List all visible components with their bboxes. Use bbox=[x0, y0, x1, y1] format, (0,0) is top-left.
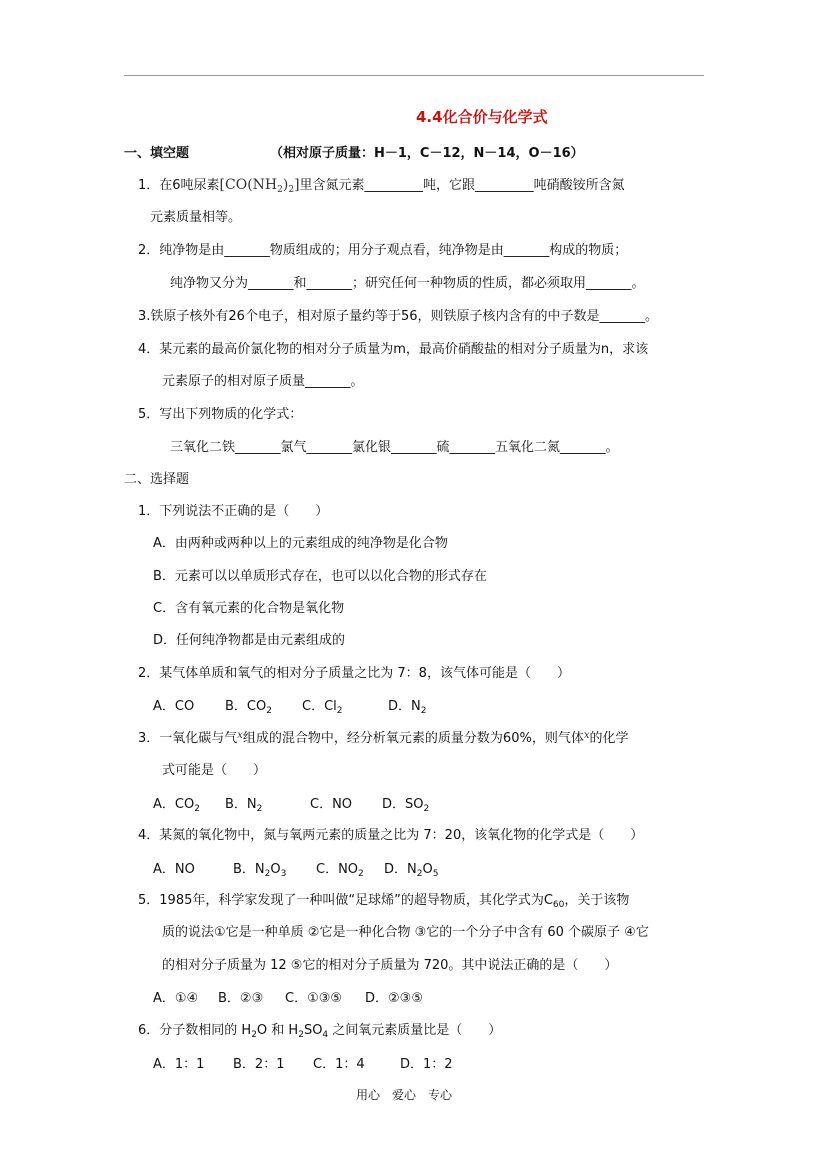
page-title: 4.4化合价与化学式 bbox=[416, 108, 548, 126]
q3: 3.铁原子核外有26个电子，相对原子量约等于56，则铁原子核内含有的中子数是_______。 bbox=[138, 309, 658, 324]
mc5-line3: 的相对分子质量为 12 ⑤它的相对分子质量为 720。其中说法正确的是（ ） bbox=[162, 958, 618, 973]
mc2-option-a: A．CO bbox=[153, 699, 195, 714]
header-rule bbox=[124, 75, 704, 76]
q2-line1: 2．纯净物是由_______物质组成的；用分子观点看，纯净物是由_______构成的物质； bbox=[138, 243, 628, 258]
mc4-stem: 4．某氮的氧化物中，氮与氧两元素的质量之比为 7：20，该氧化物的化学式是（ ） bbox=[138, 828, 644, 843]
q5-line2: 三氧化二铁_______氯气_______氯化银_______硫_______五氧化二氮_______。 bbox=[170, 440, 619, 455]
mc3-stem-line2: 式可能是（ ） bbox=[162, 763, 267, 778]
mc4-option-d: D．$N_2O_5$ bbox=[384, 862, 439, 879]
q1-line1: 1．在6吨尿素$[CO(NH_2)_2]$里含氮元素_________吨，它跟_________吨硝酸铵所含氮 bbox=[138, 177, 625, 195]
mc5-line2: 质的说法①它是一种单质 ②它是一种化合物 ③它的一个分子中含有 60 个碳原子 ④它 bbox=[162, 925, 649, 940]
mc4-option-b: B．$N_2O_3$ bbox=[233, 862, 287, 879]
mc6-option-c: C．1：4 bbox=[313, 1057, 365, 1072]
mc5-option-a: A．①④ bbox=[153, 991, 199, 1006]
mc1-option-d: D．任何纯净物都是由元素组成的 bbox=[153, 633, 346, 648]
mc1-option-c: C．含有氧元素的化合物是氧化物 bbox=[153, 601, 345, 616]
mc4-option-c: C．$NO_2$ bbox=[316, 862, 364, 879]
q4-line2: 元素原子的相对原子质量_______。 bbox=[162, 374, 364, 389]
mc3-option-a: A．$CO_2$ bbox=[153, 797, 200, 814]
mc2-option-b: B．$CO_2$ bbox=[225, 699, 272, 716]
q2-line2: 纯净物又分为_______和_______；研究任何一种物质的性质，都必须取用_______。 bbox=[170, 276, 645, 291]
mc5-line1: 5．1985年，科学家发现了一种叫做“足球烯”的超导物质，其化学式为$C_{60}$，关于该物 bbox=[138, 893, 630, 910]
q1-line2: 元素质量相等。 bbox=[150, 210, 242, 225]
mc6-option-b: B．2：1 bbox=[233, 1057, 285, 1072]
mc5-option-d: D．②③⑤ bbox=[365, 991, 423, 1006]
mc6-stem: 6．分子数相同的 $H_2O$ 和 $H_2SO_4$ 之间氧元素质量比是（ ） bbox=[138, 1023, 502, 1040]
mc5-option-b: B．②③ bbox=[218, 991, 264, 1006]
section1-heading: 一、填空题 bbox=[124, 146, 190, 161]
mc6-option-a: A．1：1 bbox=[153, 1057, 205, 1072]
mc5-option-c: C．①③⑤ bbox=[285, 991, 343, 1006]
q4-line1: 4．某元素的最高价氯化物的相对分子质量为m，最高价硝酸盐的相对分子质量为n，求该 bbox=[138, 342, 649, 357]
variable-x: x bbox=[583, 730, 590, 741]
mc1-option-b: B．元素可以以单质形式存在，也可以以化合物的形式存在 bbox=[153, 569, 487, 584]
mc1-option-a: A．由两种或两种以上的元素组成的纯净物是化合物 bbox=[153, 536, 448, 551]
mc2-stem: 2．某气体单质和氧气的相对分子质量之比为 7：8，该气体可能是（ ） bbox=[138, 666, 570, 681]
q5-line1: 5．写出下列物质的化学式： bbox=[138, 407, 303, 422]
page-footer: 用心 爱心 专心 bbox=[356, 1088, 453, 1102]
mc3-option-b: B．$N_2$ bbox=[225, 797, 263, 814]
mc3-option-d: D．$SO_2$ bbox=[382, 797, 430, 814]
urea-formula: $[CO(NH_2)_2]$ bbox=[219, 177, 300, 195]
section2-heading: 二、选择题 bbox=[124, 472, 190, 487]
mc2-option-c: C．$Cl_2$ bbox=[302, 699, 343, 716]
mc2-option-d: D．$N_2$ bbox=[388, 699, 427, 716]
mc3-stem-line1: 3．一氧化碳与气$^x$组成的混合物中，经分析氧元素的质量分数为60%，则气体$^x$的化学 bbox=[138, 730, 629, 746]
variable-x: x bbox=[237, 730, 243, 741]
mc1-stem: 1．下列说法不正确的是（ ） bbox=[138, 504, 329, 519]
mc3-option-c: C．NO bbox=[310, 797, 353, 812]
mc6-option-d: D．1：2 bbox=[400, 1057, 453, 1072]
atomic-mass-note: （相对原子质量：H－1，C－12，N－14，O－16） bbox=[270, 146, 584, 161]
mc4-option-a: A．NO bbox=[153, 862, 195, 877]
